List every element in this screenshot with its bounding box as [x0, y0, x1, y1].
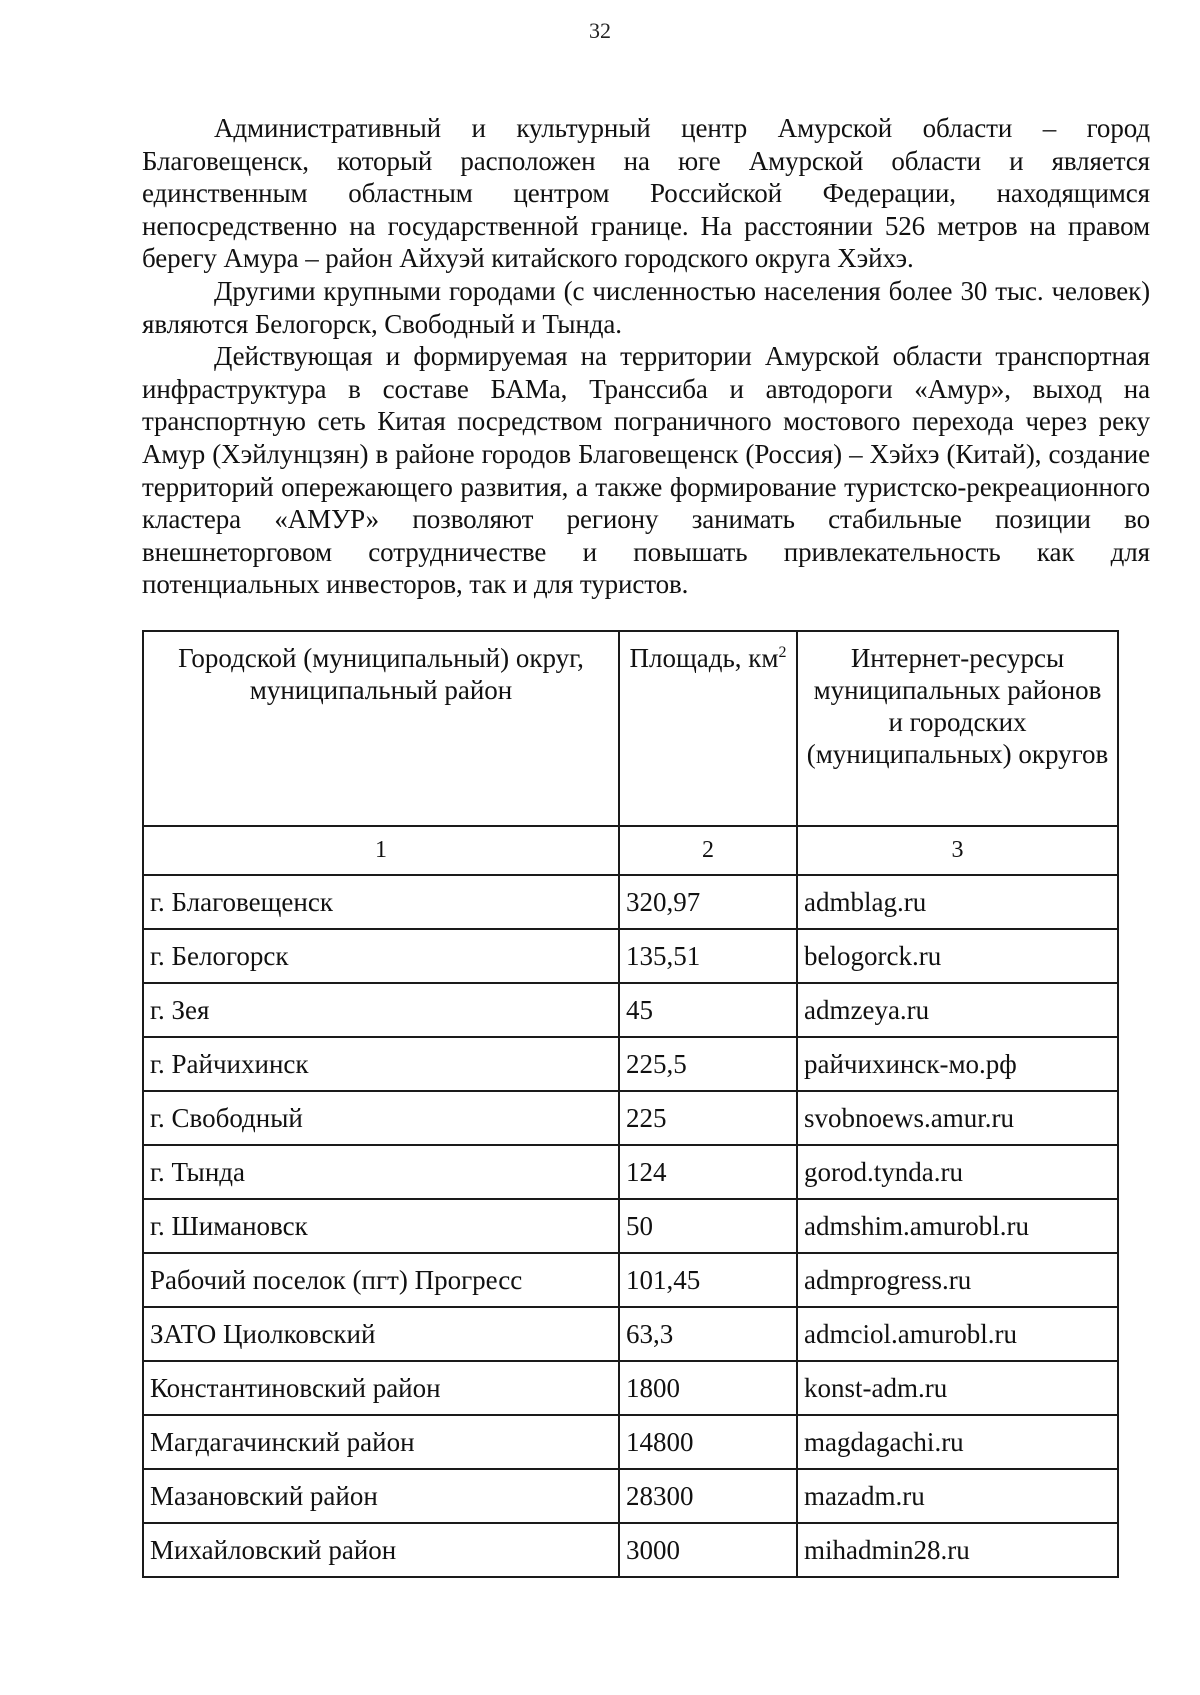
cell-website: gorod.tynda.ru — [797, 1145, 1118, 1199]
cell-area: 225,5 — [619, 1037, 797, 1091]
cell-area: 135,51 — [619, 929, 797, 983]
table-row — [143, 983, 1118, 1037]
cell-district-name: Михайловский район — [143, 1523, 619, 1577]
cell-area: 50 — [619, 1199, 797, 1253]
cell-area: 1800 — [619, 1361, 797, 1415]
table-row — [143, 1523, 1118, 1577]
cell-website: mazadm.ru — [797, 1469, 1118, 1523]
cell-district-name: г. Райчихинск — [143, 1037, 619, 1091]
cell-area: 28300 — [619, 1469, 797, 1523]
cell-website: admzeya.ru — [797, 983, 1118, 1037]
paragraph: Другими крупными городами (с численностью населения более 30 тыс. человек) являются Белогорск, Свободный и Тында. — [142, 275, 1150, 339]
cell-district-name: Мазановский район — [143, 1469, 619, 1523]
municipalities-table-container — [142, 630, 1117, 1578]
paragraph: Административный и культурный центр Амурской области – город Благовещенск, который расположен на юге Амурской области и является единственным областным центром Российской Федерации, находящимся непосредственно на государственной границе. На расстоянии 526 метров на правом берегу Амура – район Айхуэй китайского городского округа Хэйхэ. — [142, 113, 1150, 274]
header-internet-resources: Интернет-ресурсы муниципальных районов и городских (муниципальных) округов — [797, 631, 1118, 826]
cell-district-name: Рабочий поселок (пгт) Прогресс — [143, 1253, 619, 1307]
cell-website: admblag.ru — [797, 875, 1118, 929]
table-row — [143, 929, 1118, 983]
cell-district-name: г. Белогорск — [143, 929, 619, 983]
cell-area: 101,45 — [619, 1253, 797, 1307]
cell-district-name: г. Тында — [143, 1145, 619, 1199]
column-number: 3 — [797, 826, 1118, 875]
cell-area: 14800 — [619, 1415, 797, 1469]
cell-area: 320,97 — [619, 875, 797, 929]
cell-area: 3000 — [619, 1523, 797, 1577]
table-row — [143, 1037, 1118, 1091]
cell-website: райчихинск-мо.рф — [797, 1037, 1118, 1091]
cell-website: belogorck.ru — [797, 929, 1118, 983]
cell-district-name: ЗАТО Циолковский — [143, 1307, 619, 1361]
cell-district-name: Магдагачинский район — [143, 1415, 619, 1469]
table-row — [143, 1307, 1118, 1361]
cell-district-name: г. Благовещенск — [143, 875, 619, 929]
table-row — [143, 1145, 1118, 1199]
cell-website: mihadmin28.ru — [797, 1523, 1118, 1577]
header-district: Городской (муниципальный) округ, муниципальный район — [143, 631, 619, 826]
table-row — [143, 875, 1118, 929]
header-area-label: Площадь, км — [629, 643, 779, 673]
column-number-row — [143, 826, 1118, 875]
body-text — [142, 112, 1150, 601]
cell-area: 63,3 — [619, 1307, 797, 1361]
cell-website: magdagachi.ru — [797, 1415, 1118, 1469]
cell-district-name: Константиновский район — [143, 1361, 619, 1415]
municipalities-table — [142, 630, 1119, 1578]
header-area — [619, 631, 797, 826]
table-row — [143, 1253, 1118, 1307]
cell-district-name: г. Шимановск — [143, 1199, 619, 1253]
cell-district-name: г. Свободный — [143, 1091, 619, 1145]
paragraph: Действующая и формируемая на территории Амурской области транспортная инфраструктура в составе БАМа, Транссиба и автодороги «Амур», выход на транспортную сеть Китая посредством пограничного мостового перехода через реку Амур (Хэйлунцзян) в районе городов Благовещенск (Россия) – Хэйхэ (Китай), создание территорий опережающего развития, а также формирование туристско-рекреационного кластера «АМУР» позволяют региону занимать стабильные позиции во внешнеторговом сотрудничестве и повышать привлекательность как для потенциальных инвесторов, так и для туристов. — [142, 341, 1150, 600]
table-row — [143, 1199, 1118, 1253]
column-number: 1 — [143, 826, 619, 875]
cell-website: admshim.amurobl.ru — [797, 1199, 1118, 1253]
cell-website: admprogress.ru — [797, 1253, 1118, 1307]
table-row — [143, 1361, 1118, 1415]
cell-website: svobnoews.amur.ru — [797, 1091, 1118, 1145]
table-row — [143, 1091, 1118, 1145]
page-number: 32 — [589, 18, 611, 43]
table-header-row — [143, 631, 1118, 826]
cell-area: 124 — [619, 1145, 797, 1199]
cell-area: 225 — [619, 1091, 797, 1145]
table-body — [143, 875, 1118, 1577]
cell-area: 45 — [619, 983, 797, 1037]
table-row — [143, 1415, 1118, 1469]
column-number: 2 — [619, 826, 797, 875]
cell-website: admciol.amurobl.ru — [797, 1307, 1118, 1361]
cell-district-name: г. Зея — [143, 983, 619, 1037]
header-area-superscript: 2 — [778, 644, 787, 661]
table-row — [143, 1469, 1118, 1523]
cell-website: konst-adm.ru — [797, 1361, 1118, 1415]
